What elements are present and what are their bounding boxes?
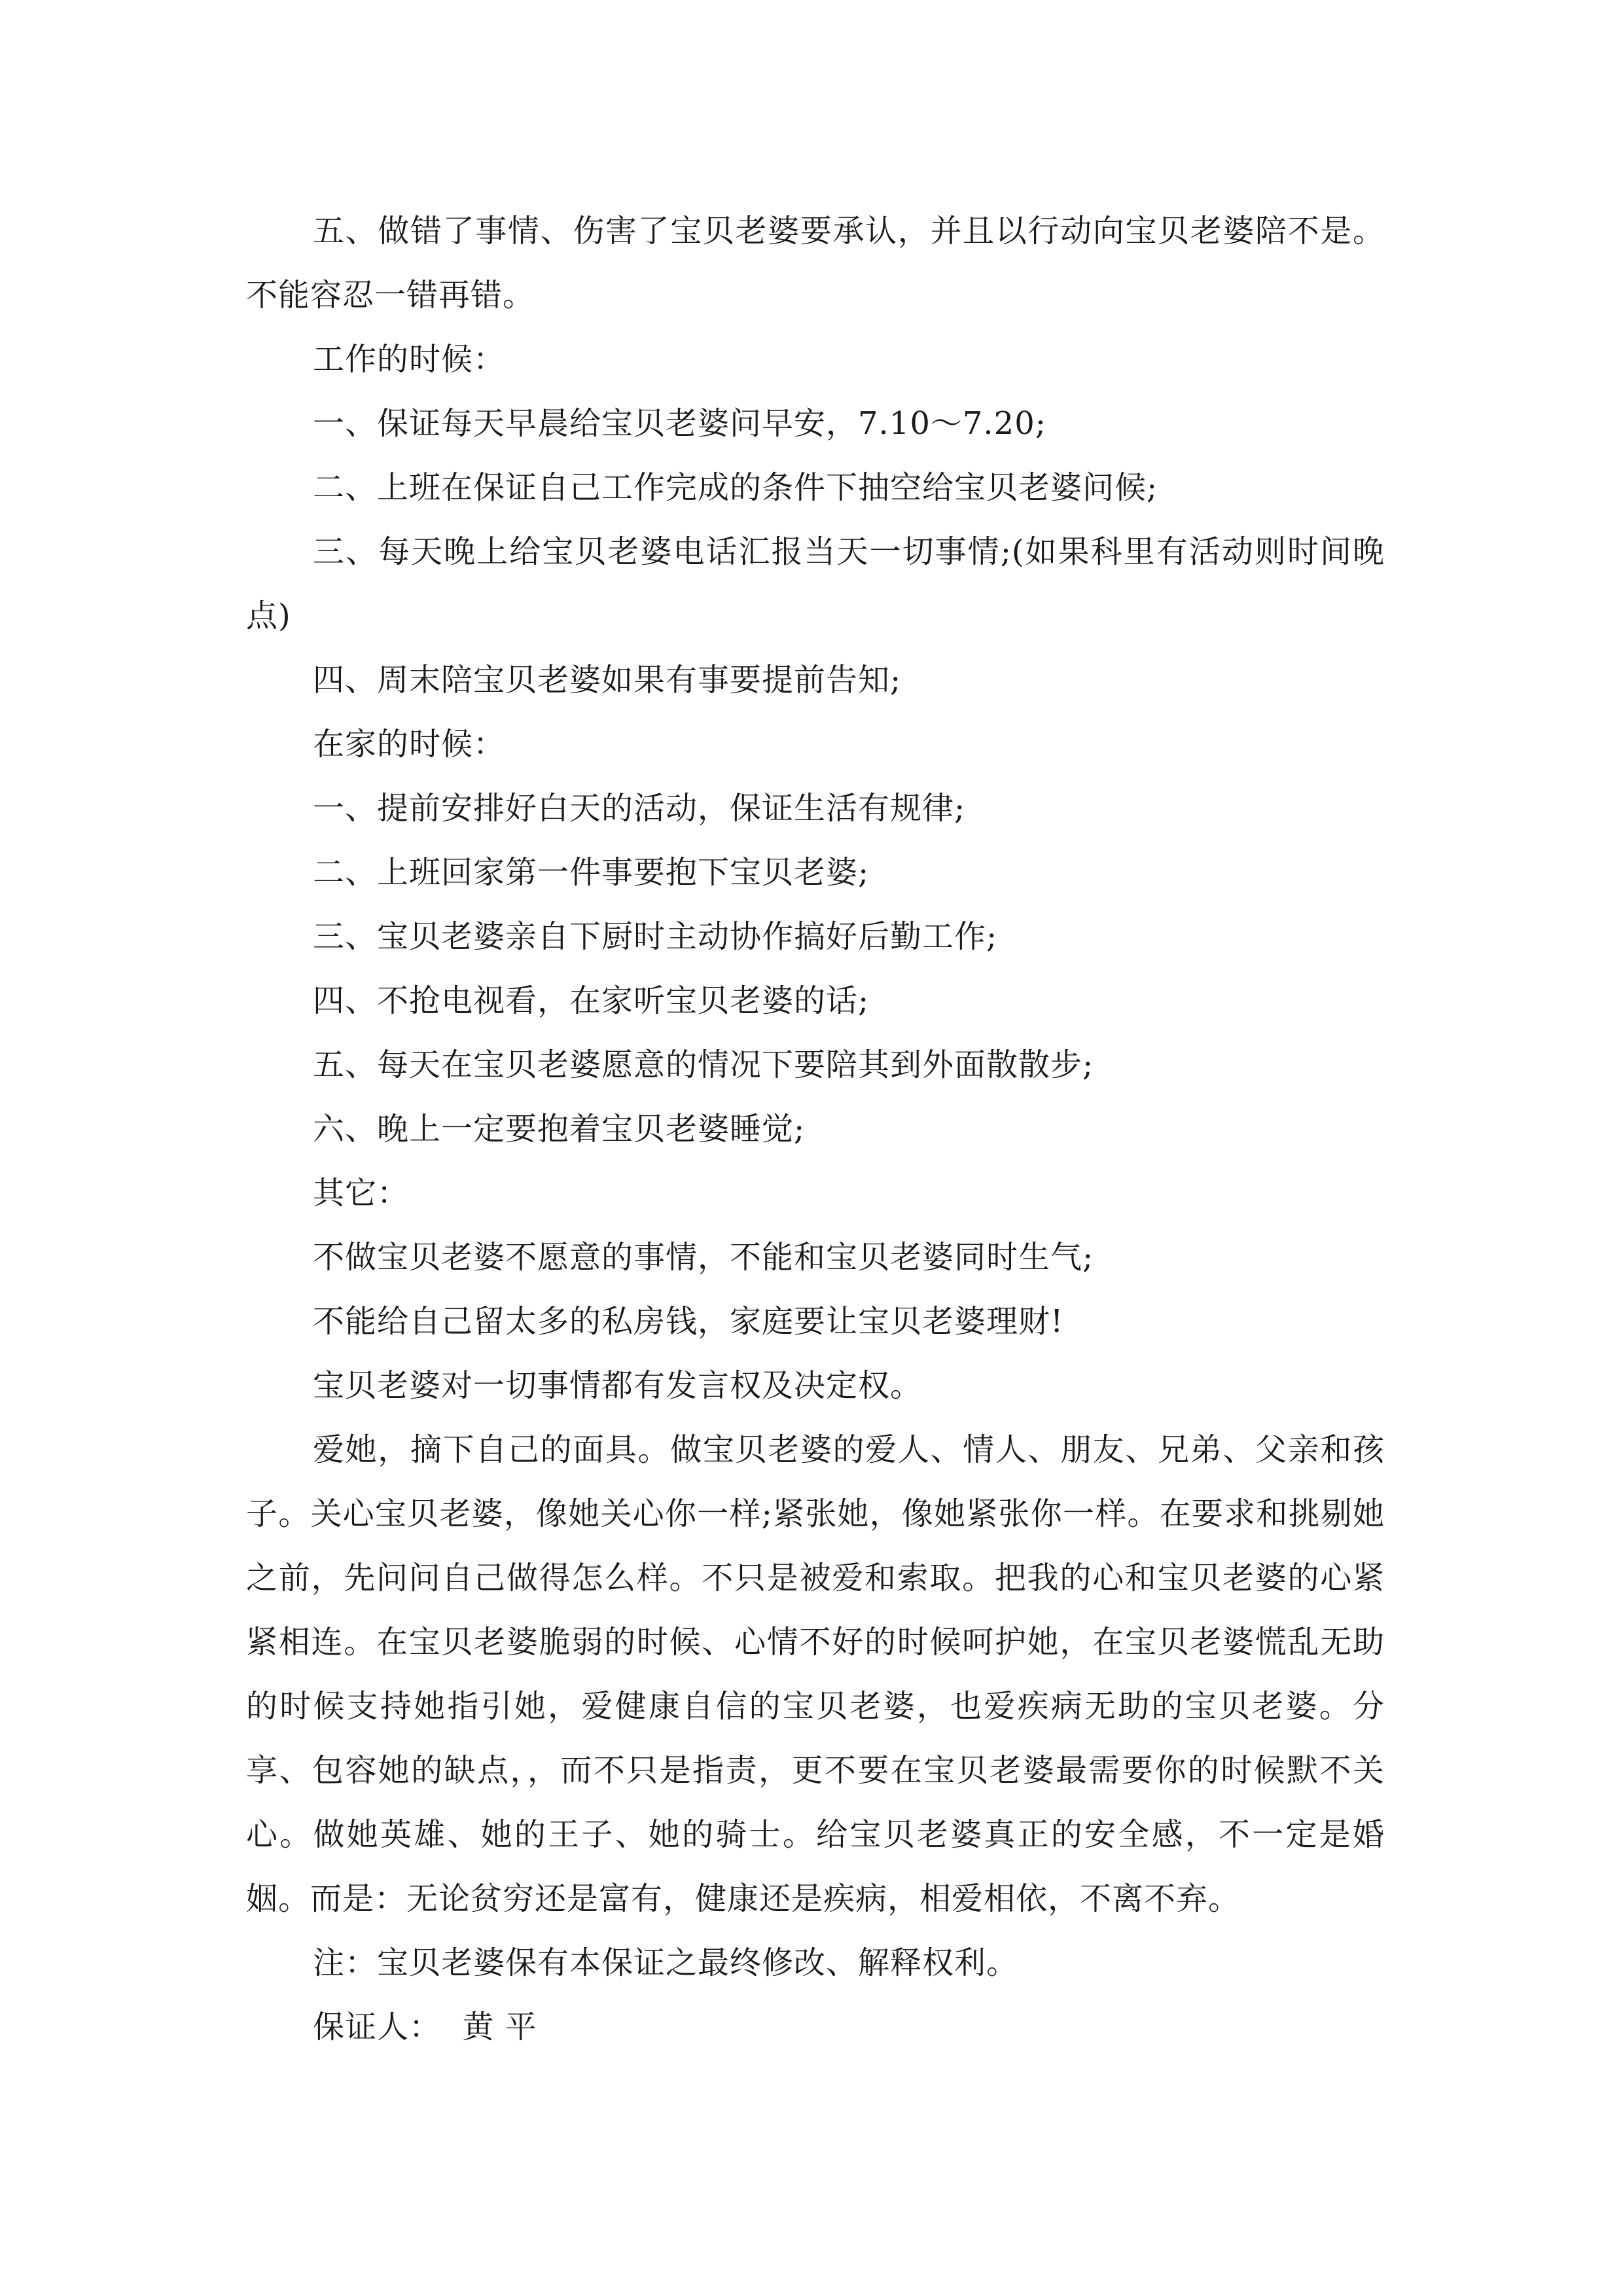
- paragraph-love: 爱她，摘下自己的面具。做宝贝老婆的爱人、情人、朋友、兄弟、父亲和孩子。关心宝贝老婆，像她关心你一样;紧张她，像她紧张你一样。在要求和挑剔她之前，先问问自己做得怎么样。不只是被爱和索取。把我的心和宝贝老婆的心紧紧相连。在宝贝老婆脆弱的时候、心情不好的时候呵护她，在宝贝老婆慌乱无助的时候支持她指引她，爱健康自信的宝贝老婆，也爱疾病无助的宝贝老婆。分享、包容她的缺点，，而不只是指责，更不要在宝贝老婆最需要你的时候默不关心。做她英雄、她的王子、她的骑士。给宝贝老婆真正的安全感，不一定是婚姻。而是：无论贫穷还是富有，健康还是疾病，相爱相依，不离不弃。: [246, 1431, 1385, 1917]
- paragraph: 四、不抢电视看，在家听宝贝老婆的话;: [313, 982, 870, 1019]
- paragraph: 四、周末陪宝贝老婆如果有事要提前告知;: [313, 662, 902, 698]
- paragraph: 不做宝贝老婆不愿意的事情，不能和宝贝老婆同时生气;: [313, 1239, 1094, 1276]
- section-heading-home: 在家的时候：: [313, 726, 506, 762]
- section-heading-work: 工作的时候：: [313, 341, 506, 378]
- paragraph: 一、提前安排好白天的活动，保证生活有规律;: [313, 790, 966, 827]
- note-paragraph: 注：宝贝老婆保有本保证之最终修改、解释权利。: [313, 1945, 1019, 1981]
- paragraph: 一、保证每天早晨给宝贝老婆问早安，7.10～7.20;: [313, 405, 1046, 442]
- paragraph: 不能给自己留太多的私房钱，家庭要让宝贝老婆理财!: [313, 1303, 1064, 1340]
- paragraph: 二、上班在保证自己工作完成的条件下抽空给宝贝老婆问候;: [313, 469, 1158, 506]
- paragraph: 六、晚上一定要抱着宝贝老婆睡觉;: [313, 1111, 806, 1147]
- paragraph: 五、做错了事情、伤害了宝贝老婆要承认，并且以行动向宝贝老婆陪不是。不能容忍一错再错。: [246, 213, 1385, 314]
- document-body: [246, 199, 1385, 2059]
- paragraph: 三、每天晚上给宝贝老婆电话汇报当天一切事情;(如果科里有活动则时间晚点): [246, 533, 1385, 634]
- paragraph: 三、宝贝老婆亲自下厨时主动协作搞好后勤工作;: [313, 918, 998, 955]
- paragraph: 宝贝老婆对一切事情都有发言权及决定权。: [313, 1367, 923, 1404]
- paragraph: 五、每天在宝贝老婆愿意的情况下要陪其到外面散散步;: [313, 1047, 1094, 1083]
- section-heading-other: 其它：: [313, 1175, 410, 1211]
- signature-line: 保证人： 黄 平: [313, 2009, 537, 2045]
- paragraph: 二、上班回家第一件事要抱下宝贝老婆;: [313, 854, 870, 891]
